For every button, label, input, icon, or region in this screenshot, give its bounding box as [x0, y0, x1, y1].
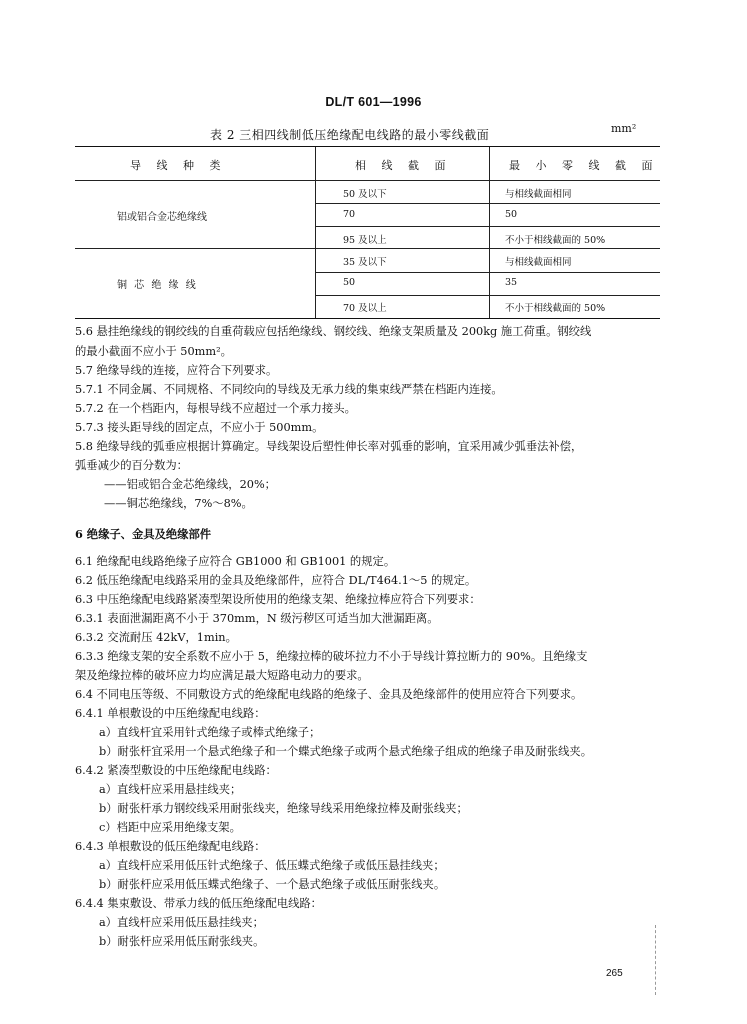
text-line: 6.4.2 紧凑型敷设的中压绝缘配电线路：: [75, 764, 277, 777]
table-cell: 95 及以上: [343, 235, 387, 246]
table-cell: 与相线截面相同: [505, 257, 572, 268]
text-line: 5.7.3 接头距导线的固定点，不应小于 500mm。: [75, 421, 324, 434]
page-header: DL/T 601—1996: [325, 95, 422, 109]
neutral-section-table: [75, 146, 660, 319]
text-line: 5.7 绝缘导线的连接，应符合下列要求。: [75, 364, 278, 377]
text-line: 6.3 中压绝缘配电线路紧凑型架设所使用的绝缘支架、绝缘拉棒应符合下列要求：: [75, 593, 481, 606]
row-label-aluminum: 铝或铝合金芯绝缘线: [117, 212, 207, 223]
text-line: 5.7.2 在一个档距内，每根导线不应超过一个承力接头。: [75, 402, 356, 415]
scan-artifact: [655, 925, 656, 995]
text-line: b）耐张杆宜采用一个悬式绝缘子和一个蝶式绝缘子或两个悬式绝缘子组成的绝缘子串及耐张线夹。: [99, 745, 593, 758]
text-line: 6.3.3 绝缘支架的安全系数不应小于 5，绝缘拉棒的破坏拉力不小于导线计算拉断力的 90%。且绝缘支: [75, 650, 588, 663]
text-line: 6.4.1 单根敷设的中压绝缘配电线路：: [75, 707, 266, 720]
table-cell: 50: [505, 209, 518, 220]
table-cell: 50: [343, 277, 356, 288]
table-cell: 35: [505, 277, 518, 288]
table-cell: 70: [343, 209, 356, 220]
text-line: c）档距中应采用绝缘支架。: [99, 821, 241, 834]
text-line: 6.3.2 交流耐压 42kV，1min。: [75, 631, 237, 644]
text-line: b）耐张杆承力钢绞线采用耐张线夹，绝缘导线采用绝缘拉棒及耐张线夹；: [99, 802, 468, 815]
column-header-conductor-type: 导 线 种 类: [130, 159, 227, 172]
text-line: 6.4.3 单根敷设的低压绝缘配电线路：: [75, 840, 266, 853]
row-rule: [315, 295, 660, 296]
text-line: a）直线杆应采用低压悬挂线夹；: [99, 916, 264, 929]
text-line: b）耐张杆应采用低压蝶式绝缘子、一个悬式绝缘子或低压耐张线夹。: [99, 878, 446, 891]
table-caption: 表 2 三相四线制低压绝缘配电线路的最小零线截面: [210, 128, 490, 142]
table-cell: 不小于相线截面的 50%: [505, 235, 606, 246]
table-unit: mm²: [611, 122, 637, 135]
text-line: a）直线杆宜采用针式绝缘子或棒式绝缘子；: [99, 726, 321, 739]
row-rule: [315, 272, 660, 273]
text-line: 5.8 绝缘导线的弧垂应根据计算确定。导线架设后塑性伸长率对弧垂的影响，宜采用减少弧垂法补偿，: [75, 440, 583, 453]
text-line: b）耐张杆应采用低压耐张线夹。: [99, 935, 265, 948]
text-line: 6.3.1 表面泄漏距离不小于 370mm，N 级污秽区可适当加大泄漏距离。: [75, 612, 439, 625]
row-label-copper: 铜 芯 绝 缘 线: [117, 280, 198, 291]
text-line: 6.2 低压绝缘配电线路采用的金具及绝缘部件，应符合 DL/T464.1～5 的规定。: [75, 574, 477, 587]
text-line: 6.4.4 集束敷设、带承力线的低压绝缘配电线路：: [75, 897, 322, 910]
text-line: ——铜芯绝缘线，7%～8%。: [104, 497, 253, 510]
page-number: 265: [606, 968, 623, 979]
column-header-min-neutral-section: 最 小 零 线 截 面: [509, 159, 659, 172]
text-line: 弧垂减少的百分数为：: [75, 459, 188, 472]
section-heading: 6 绝缘子、金具及绝缘部件: [75, 527, 212, 541]
column-divider: [315, 147, 316, 318]
text-line: a）直线杆应采用悬挂线夹；: [99, 783, 242, 796]
table-cell: 70 及以上: [343, 303, 387, 314]
text-line: 5.6 悬挂绝缘线的钢绞线的自重荷载应包括绝缘线、钢绞线、绝缘支架质量及 200kg 施工荷重。钢绞线: [75, 325, 592, 338]
column-divider: [489, 147, 490, 318]
text-line: ——铝或铝合金芯绝缘线，20%；: [104, 478, 276, 491]
text-line: 的最小截面不应小于 50mm²。: [75, 345, 232, 358]
group-rule: [75, 248, 660, 249]
text-line: a）直线杆应采用低压针式绝缘子、低压蝶式绝缘子或低压悬挂线夹；: [99, 859, 445, 872]
table-cell: 50 及以下: [343, 189, 387, 200]
text-line: 6.1 绝缘配电线路绝缘子应符合 GB1000 和 GB1001 的规定。: [75, 555, 396, 568]
text-line: 架及绝缘拉棒的破坏应力均应满足最大短路电动力的要求。: [75, 669, 369, 682]
text-line: 6.4 不同电压等级、不同敷设方式的绝缘配电线路的绝缘子、金具及绝缘部件的使用应符合下列要求。: [75, 688, 583, 701]
column-header-phase-section: 相 线 截 面: [355, 159, 452, 172]
table-cell: 35 及以下: [343, 257, 387, 268]
row-rule: [315, 226, 660, 227]
row-rule: [315, 203, 660, 204]
table-cell: 与相线截面相同: [505, 189, 572, 200]
text-line: 5.7.1 不同金属、不同规格、不同绞向的导线及无承力线的集束线严禁在档距内连接。: [75, 383, 503, 396]
table-cell: 不小于相线截面的 50%: [505, 303, 606, 314]
header-rule: [75, 180, 660, 181]
